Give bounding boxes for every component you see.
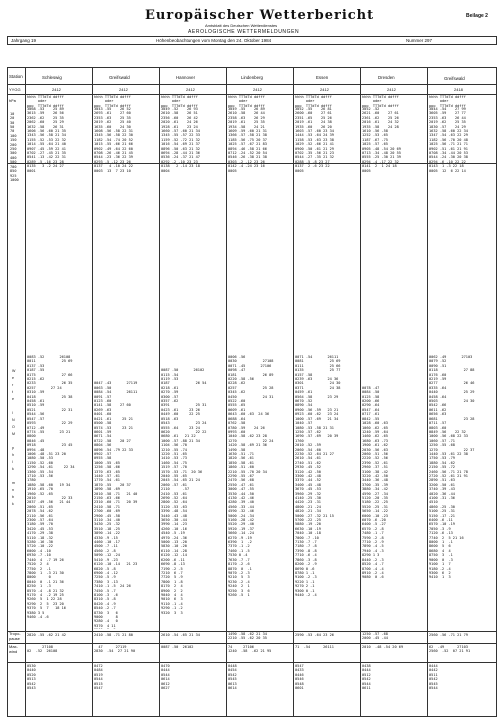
tropopause-data: 2610 -54 -65 21 34 [161,633,200,637]
level: 150 [10,138,17,143]
significant-levels-data: 0047 -43 27119 0063 -50 0084 -54 26111 0091 -57 0123 -60 0141 -58 27 60 0269 -63 0401 -60 0421 -61 25 21 0500 -58 0574 -53 23 21 0601 -59 0671 -54 0722 -58 20 27 0804 -56 0896 -54 -79 22 33 0902 -57 0955 -58 1000 -55 -65 1256 -58 -66 1370 -63 -65 1440 -57 -61 1770 -54 -61 1870 -55 20 37 1890 -58 -69 2010 -58 -71 21 40 2150 -63 -66 2310 -60 -71 20 39 2410 -58 -71 2700 -60 -69 2900 -45 -58 3110 -34 -40 3430 -25 -32 3510 -18 -25 3890 -14 -22 4330 -9 -15 4460 -10 -17 4500 -7 -11 4560 -2 -8 5090 -12 -24 5410 -9 -23 6120 -10 -14 21 23 6820 -5 -8 6900 -4 -12 7250 -5 -9 7380 3 -13 7410 -1 -5 24 26 7450 -5 -7 8100 -3 -6 8310 -5 -8 8420 -4 -9 8540 -2 -7 8730 3 6 9000 8 9280 -4 0 9370 4 11 [94,381,138,628]
id-label: YYGG [9,87,21,92]
thickness-data: 0438 0444 0512 0542 0544 0611 [362,664,371,691]
maxwind-data: 74 27106 1240 -58 -62 21 95 [228,645,272,654]
thickness-data: 0444 0442 0511 0542 0545 0544 [429,664,438,691]
level: 70 [10,129,15,134]
station-name: Essen [316,75,329,80]
standard-levels-data: 3068 -53 25 89 3615 -59 26 56 2362 -62 25 35 2062 -60 25 29 1632 -58 26 31 1606 -56 -60 21 35 1343 -56 -58 21 34 1155 -52 -53 22 32 1014 -55 -64 21 40 0907 -45 -59 22 41 0702 -27 -45 21 35 0541 -13 -42 22 31 0289 -5 -16 23 28 0135 3 -2 24 27 0001 [27,107,66,173]
beilage-label: Beilage 2 [466,13,488,19]
station-name: Greifswald [109,75,130,80]
level: 500 [10,160,17,165]
thickness-data: 0530 0440 0520 0513 0542 0543 [27,664,36,691]
column-header: hhhh TTTdTd ddfff oder ppp TTTdTd ddfff [161,95,198,108]
station-time: 2412 [186,87,195,92]
standard-levels-data: 3044 -54 27 99 3605 -59 27 77 2353 -63 26 44 2019 -62 25 35 1830 -57 24 29 1632 -58 -60 22 34 1347 -54 -63 22 29 1182 -56 -70 20 48 1025 -56 -71 21 71 0902 -51 -61 21 91 0708 -34 -44 20 53 0544 -24 -30 20 38 0294 -6 -10 22 22 0143 1 -3 22 18 0005 12 6 22 14 [429,107,468,173]
station-time: 2412 [119,87,128,92]
station-time: 2418 [454,87,463,92]
tropopause-data: 2560 -56 -71 21 79 [429,633,468,637]
level: 30 [10,120,15,125]
thickness-data: 0547 0433 0446 0546 0548 0601 [295,664,304,691]
tropopause-data: 1490 -58 -62 21 34 2210 -55 -62 20 35 [228,632,267,641]
significant-levels-data: 0083 -52 26108 0011 25 69 0137 -53 0187 -55 0175 27 66 0215 -62 0233 26 35 0257 27 24 0310 -59 0418 25 38 0458 -61 0510 -59 0521 22 31 0544 -56 0547 -57 0593 22 29 0712 -49 0774 -55 23 21 0800 0846 -45 0918 23 45 0994 -48 1006 -48 -51 23 20 1080 -50 -53 1150 -52 -60 1290 -54 -61 22 34 1360 -55 -54 1710 -53 -56 1780 1880 -58 -60 19 34 1910 -65 -70 1960 -52 -65 2010 22 33 2037 -49 -56 21 44 2060 -51 -65 2078 -54 -62 2110 -56 -61 2300 -57 -64 3180 -59 -70 3420 -45 -53 4170 -29 -38 5110 -18 -32 5280 -16 -30 5720 -10 -22 6000 -4 -10 6930 -7 -10 7440 4 -7 19 26 7520 2 4 7750 2 -1 7800 1 -3 21 30 8000 0 8040 0 -1 21 36 8250 1 -3 8570 -4 -8 21 32 9170 4 -2 19 25 9260 5 1 22 28 9290 2 5 23 20 9370 5 7 18 16 9380 3 5 9460 -4 -6 [27,355,75,619]
maxwind-data: 0087 -50 26102 [161,645,194,649]
maxwind-label: Max- wind [9,644,18,654]
station-time: 2412 [387,87,396,92]
report-title: Europäischer Wetterbericht [145,8,375,23]
standard-levels-data: 3043 -55 26 52 2693 -61 27 60 2353 -63 25 35 2019 -62 25 40 1635 -60 24 30 1608 -56 -58 22 31 1345 -56 -58 22 30 1182 -54 -74 20 52 1015 -55 -66 21 66 0902 -49 -64 22 60 0708 -26 -46 21 45 0544 -23 -36 22 39 0293 -5 -12 23 26 0137 4 -10 24 22 0003 13 7 23 10 [94,107,133,173]
report-subtitle: Amtsblatt des Deutschen Wetterdienstes [205,23,278,28]
side-legend: W e r t e l N O M p h l k m n b k [12,369,16,506]
thickness-data: 0448 0454 0542 0545 0613 0614 [228,664,237,691]
standard-levels-data: 3049 -52 26 93 2610 -58 26 51 2356 -60 26 42 2020 -61 24 26 1928 -61 23 24 1660 -57 -60 21 34 1345 -55 -57 22 33 1159 -52 -72 21 32 1016 -54 -69 21 37 0896 -50 -63 21 32 0694 -28 -44 21 36 0536 -24 -37 21 47 0292 -2 -10 23 23 0138 2 -14 23 18 0004 [161,107,200,173]
column-header: hhhh TTTdTd ddfff oder ppp TTTdTd ddfff [362,95,399,108]
sounding-table [7,67,497,717]
level: 50 [10,125,15,130]
report-band: AEROLOGISCHE WETTERMELDUNGEN [188,29,300,35]
standard-levels-data: 3049 -55 26 89 2610 -58 26 44 2358 -63 26 29 2019 -61 25 35 1934 -58 24 21 1609 -59 -60 21 31 1366 -57 -58 21 38 1185 -56 -75 20 37 1025 -57 -67 21 83 0894 -46 -58 21 66 0712 -24 -52 20 54 0546 -26 -38 21 38 0303 -2 -12 23 26 0142 -4 -24 23 16 0005 [228,107,267,173]
jahrgang: Jahrgang 19 [11,38,37,43]
station-label: Station [9,74,23,79]
station-name: Lindenberg [241,75,263,80]
tropopause-data: 2820 -55 -62 21 42 [27,633,66,637]
significant-levels-data: 0078 -47 0084 -50 0125 -58 0200 -66 0290 -64 0547 -64 0717 -61 0842 -55 1028 -60 -63 1060 -62 -65 1240 -59 -64 1460 -62 -65 1680 -63 -73 1900 -61 -62 2030 -56 -63 2060 -51 -56 2220 -52 -56 2390 -52 -61 2960 -37 -51 3100 -38 -42 3220 -42 -50 3440 -36 -48 3700 -35 -39 3880 -34 -42 4590 -27 -34 5120 -20 -35 5180 -22 -25 5520 -25 -31 5650 -14 -22 6000 -10 -23 6070 -6 -20 6400 -5 -27 6570 -2 -8 7480 -1 -7 7590 -2 -8 7710 -2 -9 7890 -4 -5 7940 -4 -3 8290 1 3 8440 -2 -3 8520 -4 -7 8700 -4 -4 8910 -2 -4 9080 0 -6 [362,385,388,580]
level: 1000 [10,177,19,182]
column-header: hhhh TTTdTd ddfff oder ppp TTTdTd ddfff [27,95,64,108]
column-header: hhhh TTTdTd ddfff oder ppp TTTdTd ddfff [228,95,265,108]
level: 200 [10,142,17,147]
thickness-data: 0470 0444 0544 0614 0612 0627 [161,664,170,691]
level: 925 [10,173,17,178]
station-name: Greifswald [444,76,465,81]
significant-levels-data: 0087 -50 26102 0115 -54 0119 -53 0187 26 54 0218 -61 0270 -59 0300 -57 0357 -62 0391 25 31 0423 -61 23 26 0449 -60 22 25 0518 -63 0543 23 24 0555 -64 23 24 0620 22 22 0680 -61 21 22 1000 -57 -88 21 34 1104 -56 -70 1210 -55 -74 1220 -51 -65 1410 -53 -73 1460 -54 -75 1519 -57 -70 1570 -53 -71 20 36 2040 -55 -65 2045 -54 -65 21 24 2060 -57 -61 2110 -57 2410 -53 -61 2690 -52 -64 2800 -52 -64 3120 -53 -63 3390 -48 -54 3440 -43 -48 3650 -30 -44 3990 -14 -23 4260 -10 -16 4540 -5 -19 4970 -24 -36 5000 -13 -20 5830 -10 -20 6110 -14 -28 6120 -12 -14 6200 -6 -11 6690 -8 -13 7190 -2 -5 7210 6 -7 7720 5 -9 7800 1 -8 8170 2 4 8900 2 2 9040 4 4 9010 6 3 9110 -1 -4 9290 -1 -2 9320 3 3 [161,368,207,615]
station-time: 2412 [253,87,262,92]
hpa-label: hPa [9,98,16,103]
significant-levels-data: 0006 -56 0030 27108 0071 -45 27106 0098 -47 0181 26 89 0220 -58 -56 0228 -62 0257 25 28 0345 -62 0450 24 31 0522 -60 0555 -65 0609 -61 0643 -60 -63 24 36 0688 -64 0762 -58 0780 -59 24 26 0993 -60 1040 -58 -62 23 28 1270 22 24 1420 -58 -69 21 36 1490 -58 1630 -51 -71 1820 -56 -61 1850 -58 -61 1860 -51 -60 2210 -55 -70 20 34 2290 -55 -67 2470 -56 -68 2550 -47 -61 3000 -47 -55 3530 -44 -50 4130 -42 -46 4280 -39 -40 4560 -33 -44 4590 -32 -46 5000 -24 -34 5160 -28 -42 5520 -29 -40 5920 -19 -37 5660 -14 -24 6270 -9 -19 6390 1 -2 7370 -1 -2 7460 -1 -5 7530 0 -4 7630 -7 -7 8170 -2 -6 8870 0 -1 9070 -2 -3 9210 5 3 9230 -2 -4 9240 2 1 9250 3 6 9260 -5 1 [228,355,274,597]
column-header: hhhh TTTdTd ddfff oder ppp TTTdTd ddfff [429,95,466,108]
observation-date: Höhenbeobachtungen vom Montag den 24. Oktober 1984 [156,38,272,43]
tropopause-data: 1250 -57 -68 2000 -45 -44 [362,632,388,641]
level: 300 [10,151,17,156]
pressure-levels [10,103,25,191]
standard-levels-data: 3052 -55 26 81 2600 -60 27 61 2351 -65 25 26 2019 -61 24 38 1935 -60 26 20 1603 -57 -60 23 34 1444 -53 -64 24 39 1158 -53 -63 23 38 1029 -52 -66 21 41 0900 -50 -61 21 29 0702 -35 -56 21 23 0544 -27 -35 21 32 0288 -5 -8 23 27 0137 2 -6 23 22 0005 [295,107,334,173]
issue-number: Nummer 297 [406,38,433,43]
column-header: hhhh TTTdTd ddfff oder ppp TTTdTd ddfff [295,95,332,108]
level: 250 [10,147,17,152]
maxwind-data: 27108 02 -52 26108 [27,645,58,654]
meta-bar [7,36,497,45]
station-name: Schleswig [42,75,62,80]
column-header: hhhh TTTdTd ddfff oder ppp TTTdTd ddfff [94,95,131,108]
maxwind-data: 47 27119 2830 -54 27 21 90 [94,645,136,654]
standard-levels-data: 3052 -52 2621 -60 27 61 2361 -62 25 26 2016 -61 24 32 1935 -58 24 28 1610 -56 -58 1252 -53 -65 1187 -67 -75 1025 -57 -65 0905 -48 -54 20 69 0713 -34 -48 20 55 0555 -25 -30 21 39 0294 -4 -17 22 32 0141 2 1 24 18 0005 [362,107,401,173]
tropopause-data: 2410 -58 -71 21 80 [94,633,133,637]
level: 850 [10,169,17,174]
level: 100 [10,133,17,138]
tropopause-data: 2590 -53 -64 23 26 [295,633,334,637]
thickness-data: 0472 0484 0519 0544 0515 0547 [94,664,103,691]
tropo-label: Tropo- pause [9,631,21,641]
maxwind-data: 71 -54 26111 [295,645,334,649]
level: 400 [10,155,17,160]
level: 20 [10,116,15,121]
maxwind-data: 2010 -48 -54 20 69 [362,645,404,649]
significant-levels-data: 0071 -54 26111 0081 25 69 0111 25 66 0135 25 77 0157 -58 0239 -63 24 36 0301 24 30 0371 24 38 0459 -61 0564 -58 23 29 0670 -52 0890 -54 0900 -56 -59 23 21 0923 -60 -62 23 24 1000 -57 -69 21 34 1040 -57 1080 -53 -58 21 31 1250 -57 -62 1690 -57 -69 20 39 1760 2010 -52 -59 2060 -54 -60 2230 -52 -64 21 27 2610 -54 -61 2740 -51 -62 2930 -45 -52 3120 -42 -50 3300 -42 -48 3370 -44 -52 3400 -45 -48 3670 -45 -53 3960 -29 -32 4140 -25 -30 4420 -23 -31 4800 -21 -24 4820 -21 -34 5000 -27 -32 21 15 5700 -22 -25 5880 -19 -20 6630 -10 -19 7040 -10 -18 7000 -7 -10 7130 -7 -7 7180 -7 -8 7390 -8 -8 7710 -6 -4 7860 -3 -8 8200 -2 -9 8690 0 -6 8780 1 -1 9100 -2 -3 9220 1 -1 9270 2 -1 9300 0 -1 9440 -2 -4 [295,355,341,597]
bottom-layer-labels [9,664,26,682]
station-name: Dresden [378,75,395,80]
level: 700 [10,164,17,169]
maxwind-data: 62 -49 27103 2560 -52 07 21 91 [429,645,471,654]
significant-levels-data: 0062 -49 27103 0079 -52 0090 -51 0118 27 88 0176 -60 0219 -59 0277 26 46 0335 -64 0440 25 29 0458 -64 0503 24 30 0542 -66 0611 -62 0656 -63 0681 23 28 0711 -57 0803 -60 0849 -56 22 32 1000 -56 -68 22 33 1060 -57 -71 1250 -55 -68 1270 22 37 1440 -53 -61 22 38 1750 -53 -79 1880 -54 -62 2150 -55 -72 2460 -56 -71 21 78 2720 -52 -61 21 91 2890 -51 -63 3200 -50 -61 3740 -39 -43 4020 -36 -44 4100 -31 -36 4510 4860 -25 -30 5100 -25 -31 5150 -17 -21 6400 -6 -11 6570 -10 -19 7050 -3 -9 7120 -6 -13 7740 2 5 21 16 8000 1 -1 8600 5 6 8680 4 4 8750 3 -1 9000 0 -3 9100 1 7 9180 -2 -4 9300 6 2 9410 1 3 [429,355,475,580]
station-time: 2412 [320,87,329,92]
station-name: Hannover [176,75,196,80]
level: 10 [10,111,15,116]
station-time: 2412 [52,87,61,92]
